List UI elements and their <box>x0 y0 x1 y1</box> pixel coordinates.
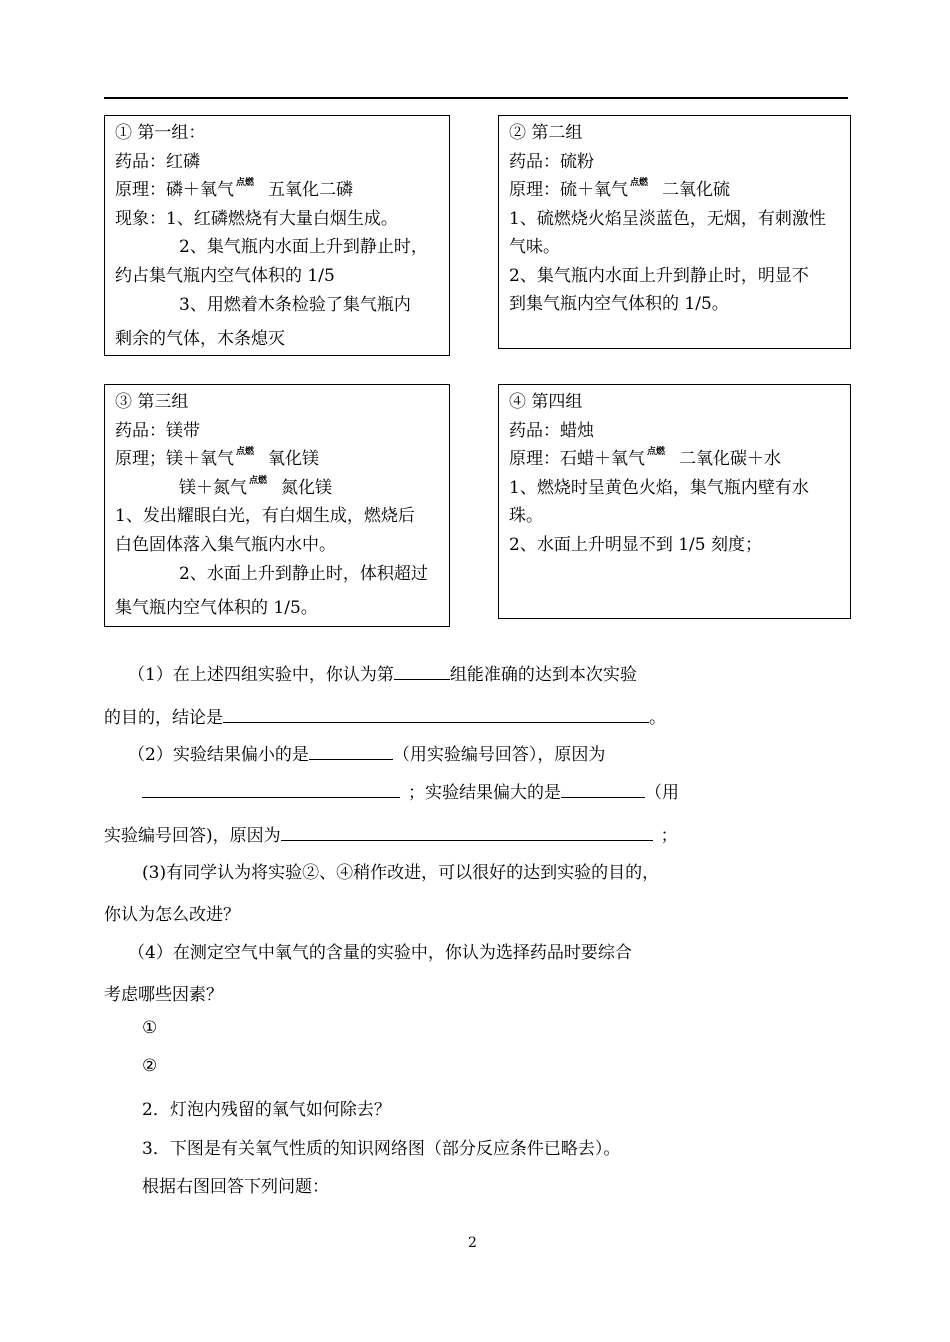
condition-label: 点燃 <box>249 475 268 486</box>
group-2-principle <box>509 176 840 205</box>
answer-blank-1[interactable] <box>394 663 450 680</box>
answer-blank-2[interactable] <box>223 706 649 723</box>
group-4-line-1: 1、燃烧时呈黄色火焰，集气瓶内壁有水 <box>509 477 809 498</box>
principle2-prefix: 镁＋氮气 <box>179 477 247 498</box>
group-3-drug: 药品：镁带 <box>115 420 200 441</box>
condition-label: 点燃 <box>236 447 255 457</box>
question-1-line-2: 的目的，结论是 。 <box>104 708 666 728</box>
group-2-line-1: 1、硫燃烧火焰呈淡蓝色，无烟，有刺激性 <box>509 208 826 229</box>
group-4-title: ④ 第四组 <box>509 392 583 412</box>
answer-blank-6[interactable] <box>281 824 653 841</box>
question-2-line-3: 实验编号回答)，原因为 ； <box>104 826 678 846</box>
principle-prefix: 原理：石蜡＋氧气 <box>509 449 645 469</box>
group-2-line-4: 到集气瓶内空气体积的 1/5。 <box>509 294 729 314</box>
group-1-line-3: 约占集气瓶内空气体积的 1/5 <box>115 265 335 286</box>
principle-product: 氧化镁 <box>268 449 319 469</box>
answer-blank-3[interactable] <box>309 743 393 760</box>
answer-blank-4[interactable] <box>142 781 400 798</box>
group-4-line-3: 2、水面上升明显不到 1/5 刻度； <box>509 534 762 555</box>
question-4-item-2: ② <box>142 1056 158 1076</box>
page-number: 2 <box>468 1235 477 1251</box>
group-4-box <box>498 384 851 619</box>
group-3-line-1: 1、发出耀眼白光，有白烟生成，燃烧后 <box>115 506 415 526</box>
condition-label: 点燃 <box>236 178 255 188</box>
group-1-title: ① 第一组： <box>115 123 206 143</box>
principle-product: 二氧化碳＋水 <box>679 449 781 469</box>
problem-3: 3．下图是有关氧气性质的知识网络图（部分反应条件已略去）。 <box>142 1139 621 1159</box>
group-1-principle <box>115 176 439 205</box>
group-2-line-2: 气味。 <box>509 237 560 257</box>
header-rule <box>104 97 848 99</box>
group-1-drug: 药品：红磷 <box>115 151 200 172</box>
group-1-line-2: 2、集气瓶内水面上升到静止时， <box>179 237 428 257</box>
group-1-line-4: 3、用燃着木条检验了集气瓶内 <box>179 295 411 315</box>
group-3-line-3: 2、水面上升到静止时，体积超过 <box>179 564 428 584</box>
principle-product: 二氧化硫 <box>662 180 730 200</box>
group-1-line-1: 现象：1、红磷燃烧有大量白烟生成。 <box>115 208 398 229</box>
question-4-line-2: 考虑哪些因素？ <box>104 985 223 1005</box>
principle2-product: 氮化镁 <box>281 477 332 498</box>
group-3-box <box>104 384 450 627</box>
answer-blank-5[interactable] <box>561 781 645 798</box>
group-2-title: ② 第二组 <box>509 123 583 143</box>
group-3-title: ③ 第三组 <box>115 392 189 412</box>
condition-label: 点燃 <box>630 178 649 188</box>
group-3-line-4: 集气瓶内空气体积的 1/5。 <box>115 597 318 618</box>
question-1-line-1: （1）在上述四组实验中，你认为第 组能准确的达到本次实验 <box>128 665 637 685</box>
condition-label: 点燃 <box>647 447 666 457</box>
group-4-drug: 药品：蜡烛 <box>509 420 594 441</box>
group-2-drug: 药品：硫粉 <box>509 151 594 172</box>
principle-product: 五氧化二磷 <box>268 180 353 200</box>
group-3-principle <box>115 445 439 474</box>
group-4-principle <box>509 445 840 474</box>
group-4-line-2: 珠。 <box>509 506 543 526</box>
principle-prefix: 原理：硫＋氧气 <box>509 180 628 200</box>
group-3-principle-2 <box>115 474 439 503</box>
problem-3-instruction: 根据右图回答下列问题： <box>142 1177 329 1197</box>
question-2-line-1: （2）实验结果偏小的是 （用实验编号回答），原因为 <box>128 745 606 765</box>
principle-prefix: 原理；镁＋氧气 <box>115 449 234 469</box>
problem-2: 2．灯泡内残留的氧气如何除去？ <box>142 1100 391 1120</box>
question-4-item-1: ① <box>142 1018 158 1038</box>
group-2-box <box>498 115 851 349</box>
group-3-line-2: 白色固体落入集气瓶内水中。 <box>115 534 336 555</box>
question-3-line-1: (3)有同学认为将实验②、④稍作改进，可以很好的达到实验的目的， <box>142 863 660 883</box>
principle-prefix: 原理：磷＋氧气 <box>115 180 234 200</box>
group-2-line-3: 2、集气瓶内水面上升到静止时，明显不 <box>509 265 809 286</box>
question-4-line-1: （4）在测定空气中氧气的含量的实验中，你认为选择药品时要综合 <box>128 943 632 963</box>
question-2-line-2: ；实验结果偏大的是 （用 <box>142 778 679 803</box>
question-3-line-2: 你认为怎么改进？ <box>104 905 240 925</box>
group-1-line-5: 剩余的气体，木条熄灭 <box>115 328 285 349</box>
group-1-box <box>104 115 450 356</box>
